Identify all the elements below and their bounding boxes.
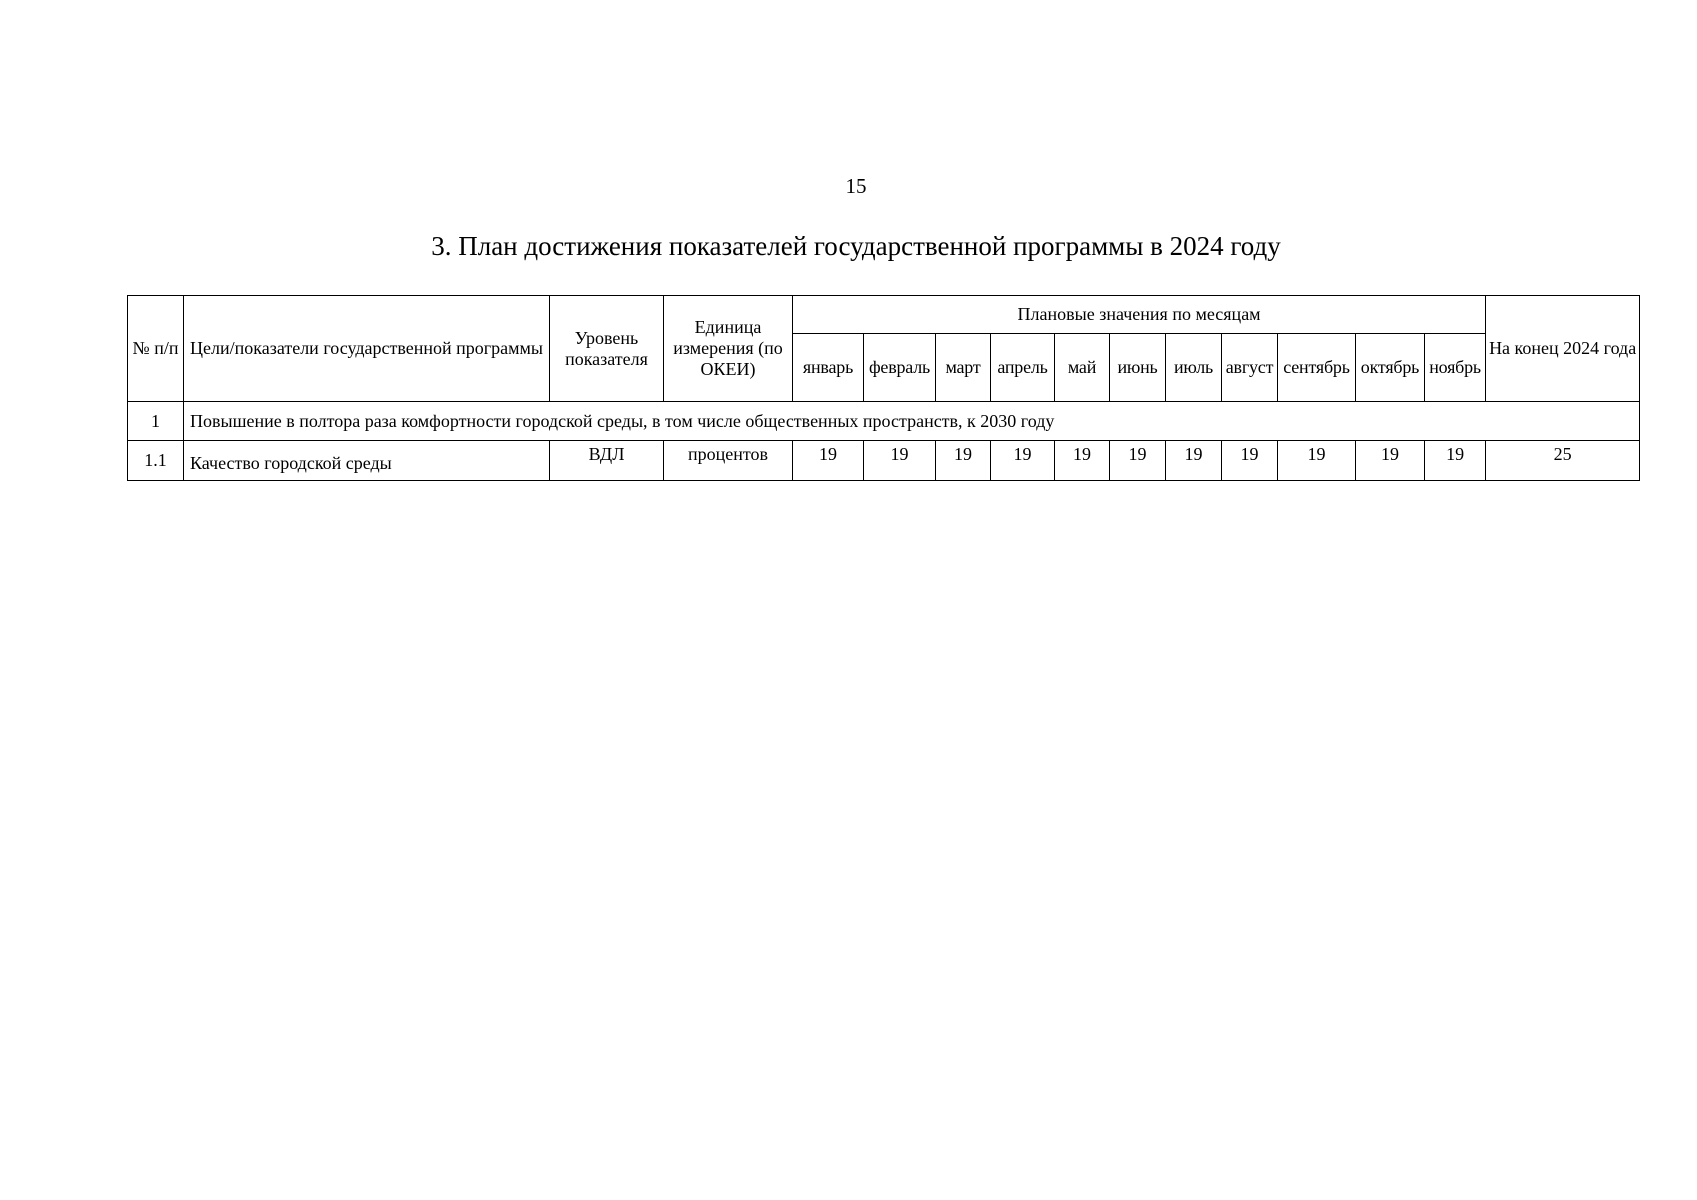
value-june: 19 <box>1110 441 1166 481</box>
header-row-top <box>128 296 1640 334</box>
indicator-row <box>128 441 1640 481</box>
section-title: 3. План достижения показателей государственной программы в 2024 году <box>431 231 1281 261</box>
header-unit: Единица измерения (по ОКЕИ) <box>664 296 793 402</box>
header-month-july: июль <box>1166 334 1222 402</box>
value-july: 19 <box>1166 441 1222 481</box>
header-planned-values: Плановые значения по месяцам <box>793 296 1486 334</box>
plan-table <box>127 295 1640 481</box>
goal-row <box>128 402 1640 441</box>
header-month-march: март <box>936 334 991 402</box>
value-year-end: 25 <box>1486 441 1640 481</box>
header-level: Уровень показателя <box>550 296 664 402</box>
goal-num: 1 <box>128 402 184 441</box>
value-august: 19 <box>1222 441 1278 481</box>
value-september: 19 <box>1278 441 1356 481</box>
header-month-january: январь <box>793 334 864 402</box>
indicator-num: 1.1 <box>128 441 184 481</box>
header-month-november: ноябрь <box>1425 334 1486 402</box>
header-num: № п/п <box>128 296 184 402</box>
indicator-name: Качество городской среды <box>184 441 550 481</box>
goal-text: Повышение в полтора раза комфортности городской среды, в том числе общественных пространств, к 2030 году <box>184 402 1640 441</box>
value-february: 19 <box>864 441 936 481</box>
header-month-october: октябрь <box>1356 334 1425 402</box>
value-may: 19 <box>1055 441 1110 481</box>
indicator-unit: процентов <box>664 441 793 481</box>
value-march: 19 <box>936 441 991 481</box>
indicator-level: ВДЛ <box>550 441 664 481</box>
header-year-end: На конец 2024 года <box>1486 296 1640 402</box>
value-april: 19 <box>991 441 1055 481</box>
header-month-may: май <box>1055 334 1110 402</box>
header-month-february: февраль <box>864 334 936 402</box>
header-month-september: сентябрь <box>1278 334 1356 402</box>
value-november: 19 <box>1425 441 1486 481</box>
value-october: 19 <box>1356 441 1425 481</box>
header-month-april: апрель <box>991 334 1055 402</box>
header-month-august: август <box>1222 334 1278 402</box>
page-number: 15 <box>845 174 867 198</box>
value-january: 19 <box>793 441 864 481</box>
header-goals: Цели/показатели государственной программы <box>184 296 550 402</box>
header-month-june: июнь <box>1110 334 1166 402</box>
